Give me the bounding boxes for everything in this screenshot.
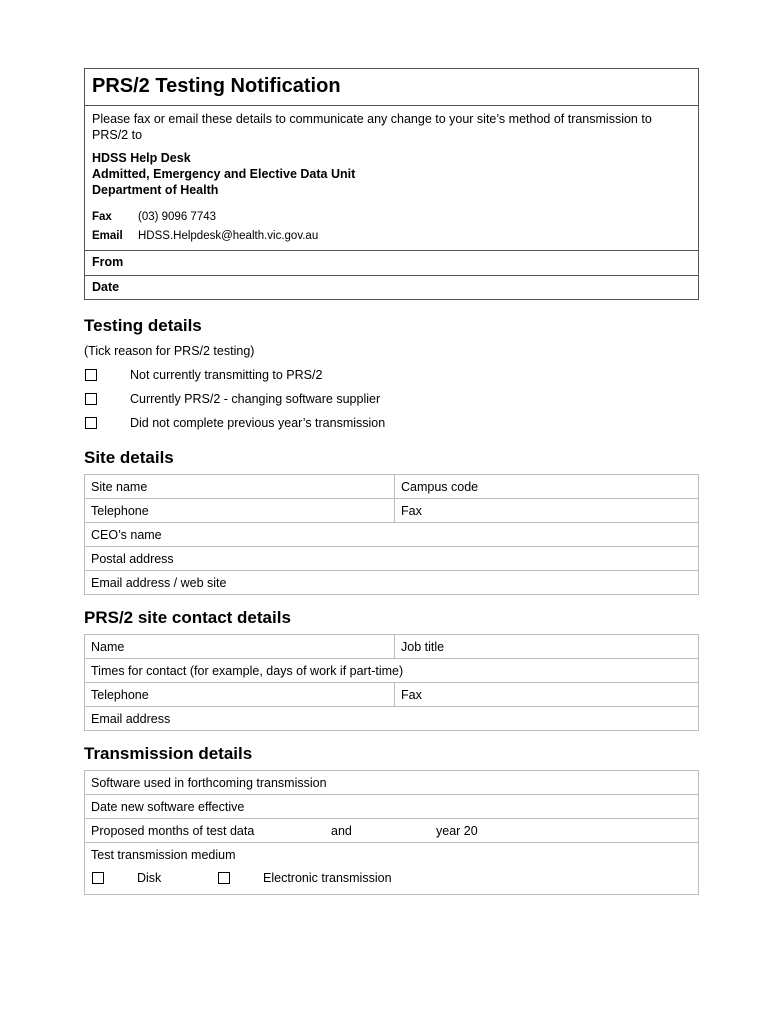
contact-times-field[interactable] [85,659,699,683]
org-line-2: Admitted, Emergency and Elective Data Unit [92,167,356,181]
option-changing-supplier[interactable] [84,387,699,411]
contact-name-field[interactable] [85,635,395,659]
transmission-heading: Transmission details [84,744,253,763]
times-label: Times for contact (for example, days of work if part-time) [91,663,404,678]
postal-address-label: Postal address [91,551,174,566]
header-box [84,68,699,300]
job-title-label: Job title [401,639,445,654]
site-name-label: Site name [91,479,148,494]
disk-checkbox[interactable] [92,872,104,884]
option-label: Currently PRS/2 - changing software supplier [130,392,381,406]
testing-section [84,315,699,435]
medium-options [91,871,692,885]
year-label: year 20 [436,823,478,838]
email-web-label: Email address / web site [91,575,227,590]
contact-fax-field[interactable] [395,683,699,707]
fax-label: Fax [92,211,112,223]
email-value: HDSS.Helpdesk@health.vic.gov.au [138,230,319,242]
option-label: Not currently transmitting to PRS/2 [130,368,323,382]
intro-text: Please fax or email these details to communicate any change to your site’s method of transmission to PRS/2 to [92,112,652,142]
date-effective-label: Date new software effective [91,799,245,814]
telephone-label: Telephone [91,503,149,518]
fax-label: Fax [401,687,422,702]
job-title-field[interactable] [395,635,699,659]
postal-address-field[interactable] [85,547,699,571]
medium-field [85,843,699,895]
telephone-label: Telephone [91,687,149,702]
proposed-months-field[interactable] [85,819,699,843]
site-heading: Site details [84,448,174,467]
testing-heading: Testing details [84,316,202,335]
proposed-months-row [91,824,692,838]
ceo-name-label: CEO’s name [91,527,162,542]
and-label: and [331,823,352,838]
from-field[interactable] [85,251,698,275]
contact-info [92,208,691,246]
checkbox[interactable] [85,369,97,381]
contact-table [84,634,699,731]
form-title: PRS/2 Testing Notification [85,69,698,106]
software-label: Software used in forthcoming transmission [91,775,327,790]
email-label: Email address [91,711,171,726]
site-fax-field[interactable] [395,499,699,523]
site-telephone-field[interactable] [85,499,395,523]
form-page [84,68,699,895]
fax-value: (03) 9096 7743 [138,211,217,223]
option-incomplete-transmission[interactable] [84,411,699,435]
fax-row [92,208,691,227]
contact-telephone-field[interactable] [85,683,395,707]
header-info [85,106,698,251]
testing-note: (Tick reason for PRS/2 testing) [84,344,255,358]
ceo-name-field[interactable] [85,523,699,547]
option-label: Did not complete previous year’s transmission [130,416,386,430]
name-label: Name [91,639,125,654]
medium-label: Test transmission medium [91,848,236,862]
option-not-transmitting[interactable] [84,363,699,387]
campus-code-label: Campus code [401,479,479,494]
date-effective-field[interactable] [85,795,699,819]
date-field[interactable] [85,275,698,299]
org-line-1: HDSS Help Desk [92,151,191,165]
contact-section [84,607,699,731]
disk-label: Disk [137,871,162,885]
site-table [84,474,699,595]
electronic-checkbox[interactable] [218,872,230,884]
testing-options [84,363,699,435]
contact-email-field[interactable] [85,707,699,731]
from-label: From [92,255,124,269]
email-row [92,227,691,246]
site-name-field[interactable] [85,475,395,499]
checkbox[interactable] [85,393,97,405]
checkbox[interactable] [85,417,97,429]
campus-code-field[interactable] [395,475,699,499]
org-line-3: Department of Health [92,183,219,197]
contact-heading: PRS/2 site contact details [84,608,291,627]
software-field[interactable] [85,771,699,795]
transmission-table [84,770,699,895]
email-label: Email [92,230,123,242]
email-web-field[interactable] [85,571,699,595]
fax-label: Fax [401,503,422,518]
electronic-label: Electronic transmission [263,871,392,885]
date-label: Date [92,280,120,294]
transmission-section [84,743,699,895]
site-section [84,447,699,595]
proposed-months-label: Proposed months of test data [91,823,255,838]
org-name [92,150,691,198]
